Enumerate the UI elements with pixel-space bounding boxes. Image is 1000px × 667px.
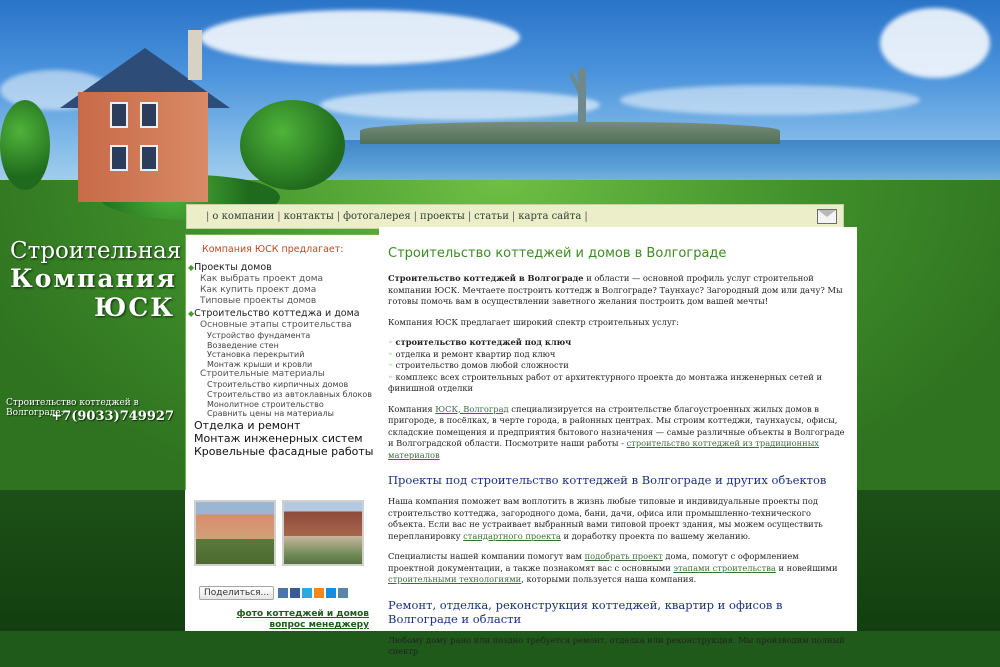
house-window (140, 145, 158, 171)
standard-project-link[interactable]: стандартного проекта (463, 530, 561, 541)
photo-gallery-link[interactable]: фото коттеджей и домов (236, 609, 369, 619)
sidebar-item-label: Проекты домов (194, 262, 272, 273)
about-text-a: Компания (388, 403, 436, 414)
nav-separator: | (584, 211, 588, 222)
sidebar-item[interactable] (186, 409, 380, 419)
sidebar-item[interactable] (186, 341, 380, 351)
sidebar-menu (185, 234, 381, 492)
projects-paragraph (388, 496, 846, 542)
sidebar-item-label: Строительство из автоклавных блоков (207, 389, 372, 399)
sidebar-item[interactable] (186, 274, 380, 285)
repair-paragraph: Любому дому рано или поздно требуется ремонт, отделка или реконструкция. Мы производим полный спектр (388, 634, 845, 656)
sidebar-item[interactable] (186, 350, 380, 360)
share-widget (199, 586, 348, 600)
cloud (320, 90, 600, 120)
spec-text-a: Специалисты нашей компании помогут вам (388, 551, 585, 561)
spec-text-d: , которыми пользуется наша компания. (521, 574, 697, 584)
share-button[interactable]: Поделиться... (199, 586, 274, 600)
sidebar-bottom (185, 490, 379, 631)
section-heading-projects: Проекты под строительство коттеджей в Волгограде и других объектов (388, 473, 827, 487)
city-shore (360, 122, 780, 144)
about-text-b: специализируется на строительстве благоустроенных жилых домов в пригороде, в посёлках, в черте города, в районных центрах. Мы строим коттеджи, таунхаусы, офисы, складские помещения и предприятия бытового назначения — самые различные объекты в Волгограде и Волгоградской области. Посмотрите наши работы - (388, 403, 845, 448)
mail-icon[interactable] (817, 209, 837, 224)
sidebar-item-label: Монтаж крыши и кровли (207, 359, 313, 369)
sidebar-item[interactable] (186, 320, 380, 331)
sidebar-item-label: Строительство кирпичных домов (207, 380, 349, 390)
bullet-icon: ◆ (188, 263, 195, 272)
nav-separator: | (206, 211, 210, 222)
nav-separator: | (467, 211, 472, 222)
nav-link[interactable]: карта сайта (518, 211, 582, 222)
nav-link[interactable]: о компании (212, 211, 275, 222)
ask-manager-link[interactable]: вопрос менеджеру (269, 620, 369, 630)
services-intro: Компания ЮСК предлагает широкий спектр строительных услуг: (388, 316, 679, 327)
sidebar-item-label: Отделка и ремонт (194, 418, 301, 432)
brand-line-3: ЮСК (94, 293, 175, 322)
sidebar-item[interactable] (186, 360, 380, 370)
sidebar-item[interactable] (186, 261, 380, 274)
sidebar-item-label: Типовые проекты домов (200, 296, 317, 306)
sidebar-item-label: Как купить проект дома (200, 285, 317, 295)
nav-link[interactable]: контакты (283, 211, 334, 222)
sidebar-item[interactable] (186, 400, 380, 410)
house-illustration (40, 30, 240, 205)
technologies-link[interactable]: строительными технологиями (388, 574, 522, 584)
sidebar-item[interactable] (186, 285, 380, 296)
sidebar-item-label: Сравнить цены на материалы (207, 409, 334, 419)
services-list (388, 337, 846, 395)
sidebar-item[interactable] (186, 390, 380, 400)
sidebar-item[interactable] (186, 369, 380, 380)
spec-text-c: и новейшими (775, 562, 838, 573)
vk-icon[interactable] (278, 588, 288, 598)
projects-text-b: и доработку проекта по вашему желанию. (560, 530, 751, 541)
nav-link[interactable]: статьи (474, 211, 509, 222)
river (300, 140, 1000, 185)
cloud (200, 10, 520, 65)
brand-line-2: Компания (10, 264, 177, 293)
article (388, 227, 846, 667)
construction-stages-link[interactable]: этапами строительства (673, 562, 776, 573)
traditional-materials-link[interactable]: строительство коттеджей из традиционных материалов (388, 438, 819, 460)
top-nav-items (187, 211, 591, 222)
contact-phone: +7(9033)749927 (51, 409, 174, 424)
sidebar-heading: Компания ЮСК предлагает: (202, 244, 344, 255)
sidebar-item-label: Строительство коттеджа и дома (194, 308, 360, 319)
sidebar-item[interactable] (186, 331, 380, 341)
facebook-icon[interactable] (290, 588, 300, 598)
sidebar-list (186, 261, 380, 458)
sidebar-item-label: Кровельные фасадные работы (194, 444, 374, 458)
service-item: ◦ строительство домов любой сложности (388, 360, 846, 372)
nav-separator: | (511, 211, 516, 222)
house-chimney (188, 30, 202, 80)
nav-separator: | (336, 211, 341, 222)
nav-separator: | (413, 211, 418, 222)
building-photo-2[interactable] (282, 500, 364, 566)
building-photo-1[interactable] (194, 500, 276, 566)
odnoklassniki-icon[interactable] (314, 588, 324, 598)
sidebar-item-label: Строительные материалы (200, 369, 325, 380)
company-logo-text (10, 238, 182, 322)
section-heading-repair: Ремонт, отделка, реконструкция коттеджей, квартир и офисов в Волгограде и области (388, 597, 783, 626)
sidebar-item-label: Устройство фундамента (207, 331, 311, 340)
sidebar-item[interactable] (186, 432, 380, 445)
nav-link[interactable]: фотогалерея (343, 211, 411, 222)
sidebar-item[interactable] (186, 380, 380, 390)
sidebar-item-label: Возведение стен (207, 340, 279, 350)
twitter-icon[interactable] (302, 588, 312, 598)
top-navigation (186, 204, 844, 229)
sidebar-links (237, 609, 369, 631)
moimir-icon[interactable] (326, 588, 336, 598)
page-title: Строительство коттеджей и домов в Волгограде (388, 246, 727, 261)
about-paragraph (388, 404, 846, 462)
livejournal-icon[interactable] (338, 588, 348, 598)
intro-bold: Строительство коттеджей в Волгограде (388, 273, 584, 283)
sidebar-item-label: Основные этапы строительства (200, 320, 352, 330)
sidebar-item[interactable] (186, 307, 380, 320)
cloud (880, 8, 990, 78)
service-item-bold: строительство коттеджей под ключ (395, 337, 572, 347)
sidebar-item-label: Установка перекрытий (207, 350, 305, 360)
company-link[interactable]: ЮСК, Волгоград (435, 403, 509, 414)
nav-separator: | (277, 211, 281, 222)
sidebar-item[interactable] (186, 296, 380, 307)
sidebar-item-label: Как выбрать проект дома (200, 274, 324, 284)
service-item: ◦ отделка и ремонт квартир под ключ (388, 349, 846, 361)
tree (240, 100, 345, 190)
statue-monument (578, 68, 586, 124)
sidebar-item-label: Монтаж инженерных систем (194, 431, 363, 445)
sidebar-item[interactable] (186, 445, 380, 458)
house-window (140, 102, 158, 128)
intro-paragraph (388, 273, 846, 308)
contact-label: Строительство коттеджей в Волгограде: (6, 398, 139, 418)
bullet-icon: ◆ (188, 309, 195, 318)
projects-text-a: Наша компания поможет вам воплотить в жизнь любые типовые и индивидуальные проекты под строительство коттеджа, загородного дома, бани, дачи, офиса или промышленно-технического объекта. Если вас не устраивает выбранный вами типовой проект здания, мы можем осуществить перепланировку (388, 496, 823, 541)
specialists-paragraph (388, 551, 846, 586)
spec-text-b: дома, помогут с оформлением проектной документации, а также познакомят вас с основными (388, 551, 799, 573)
house-window (110, 102, 128, 128)
house-window (110, 145, 128, 171)
cloud (620, 85, 920, 115)
choose-project-link[interactable]: подобрать проект (584, 551, 663, 561)
brand-line-1: Строительная (10, 238, 182, 264)
main-content (379, 227, 857, 656)
service-item: ◦ комплекс всех строительных работ от архитектурного проекта до монтажа инженерных сетей и финишной отделки (388, 372, 846, 395)
service-item (388, 337, 846, 349)
intro-text: и области — основной профиль услуг строительной компании ЮСК. Мечтаете построить коттедж в Волгограде? Таунхаус? Загородный дом или дачу? Мы готовы помочь вам в осуществлении заветного желания построить дом вашей мечты! (388, 273, 843, 306)
sidebar-item[interactable] (186, 419, 380, 432)
nav-link[interactable]: проекты (420, 211, 465, 222)
sidebar-item-label: Монолитное строительство (207, 399, 324, 409)
